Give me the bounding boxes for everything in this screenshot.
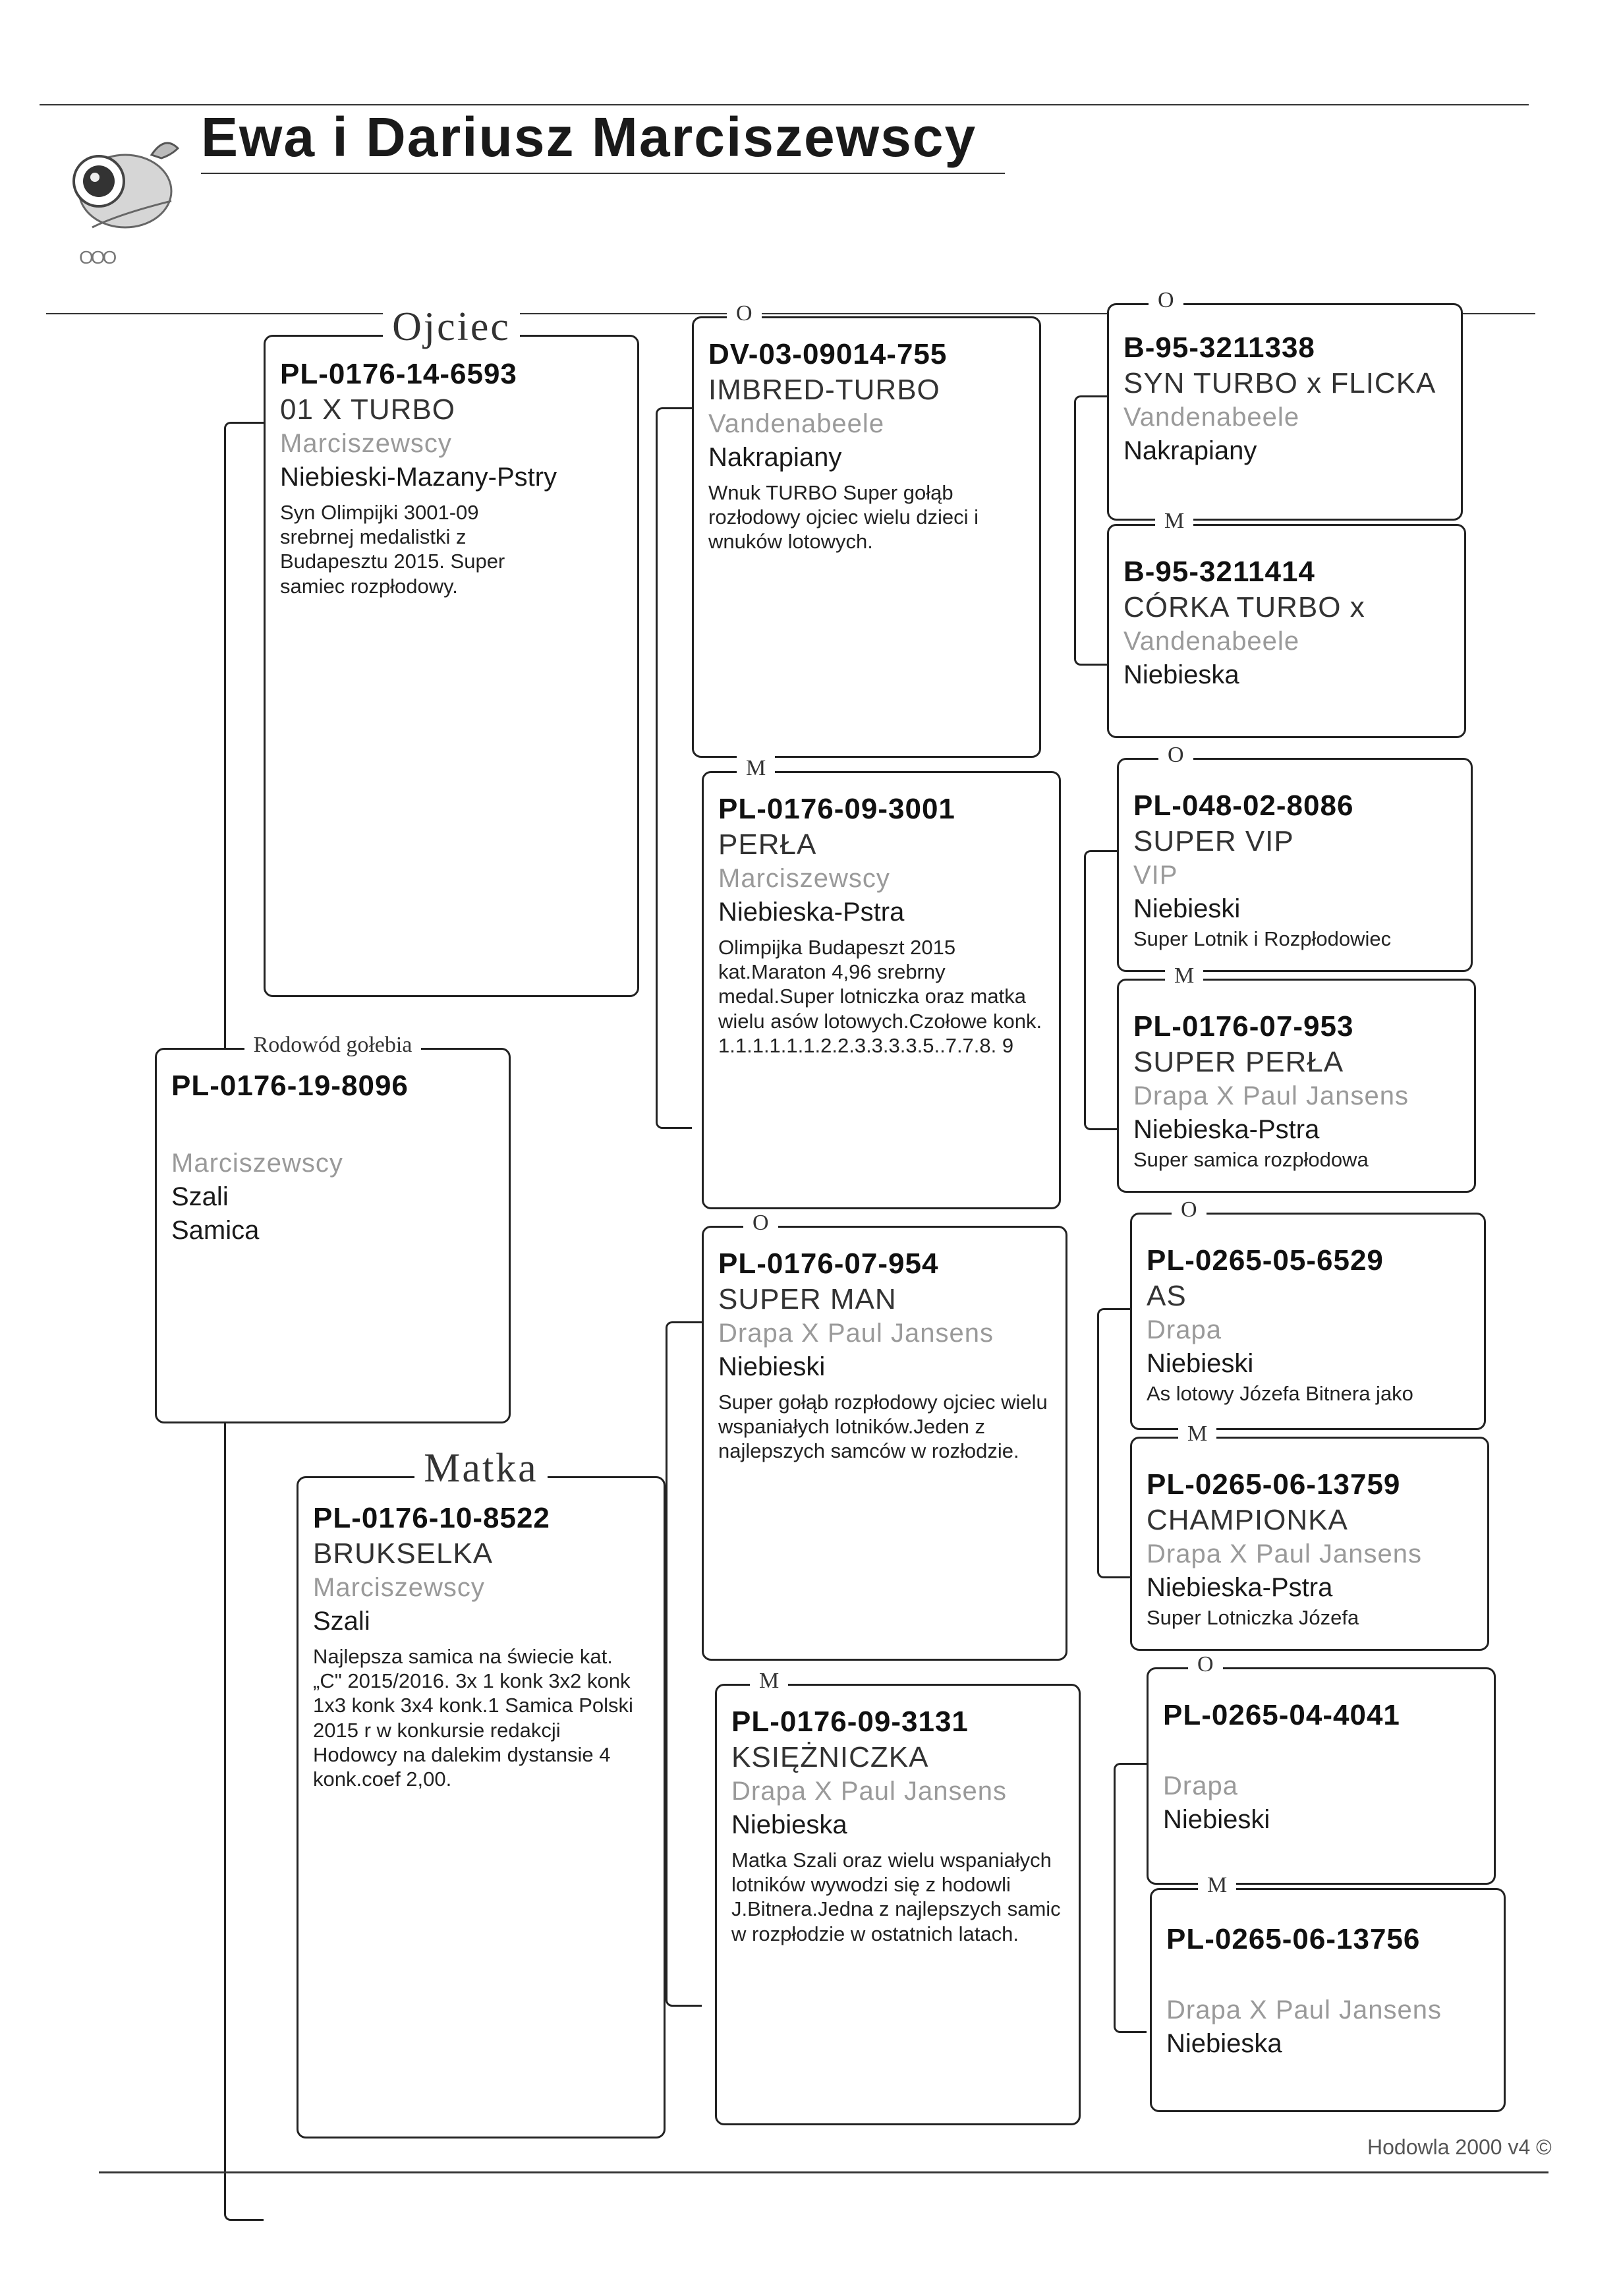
fmf-ring: PL-048-02-8086 [1133,789,1354,822]
fm-breeder: Marciszewscy [718,864,890,893]
ffm-color: Niebieska [1123,660,1239,689]
fmm-breeder: Drapa X Paul Jansens [1133,1081,1409,1110]
connector-fm [1084,850,1117,1130]
fmf-tag: O [1158,743,1193,767]
father-color: Niebieski-Mazany-Pstry [280,463,557,492]
footer-credit: Hodowla 2000 v4 © [1367,2135,1552,2159]
fmm-name: SUPER PERŁA [1133,1046,1344,1078]
mmm-ring: PL-0265-06-13756 [1166,1923,1421,1955]
mother-breeder: Marciszewscy [313,1573,485,1602]
mother-name: BRUKSELKA [313,1537,494,1570]
mmf-breeder: Drapa [1163,1771,1238,1800]
fmf-breeder: VIP [1133,861,1178,890]
fmm-desc: Super samica rozpłodowa [1133,1148,1369,1171]
ff-name: IMBRED-TURBO [708,374,940,406]
father-name: 01 X TURBO [280,393,455,426]
fmf-desc: Super Lotnik i Rozpłodowiec [1133,927,1392,950]
fm-color: Niebieska-Pstra [718,898,905,927]
footer-rule [99,2171,1548,2173]
mmm-card[interactable] [1150,1873,1506,2112]
mf-tag: O [743,1211,778,1235]
fmf-name: SUPER VIP [1133,825,1294,857]
fmm-ring: PL-0176-07-953 [1133,1010,1354,1043]
subject-ring: PL-0176-19-8096 [171,1070,409,1102]
mff-breeder: Drapa [1147,1315,1222,1344]
mfm-ring: PL-0265-06-13759 [1147,1468,1401,1501]
fff-color: Nakrapiany [1123,436,1257,465]
fm-card[interactable] [702,756,1061,1209]
mm-tag: M [750,1669,788,1693]
mf-card[interactable] [702,1211,1067,1661]
fff-name: SYN TURBO x FLICKA [1123,367,1436,399]
subject-card[interactable] [155,1033,511,1423]
connector-ff [1074,395,1107,666]
ff-breeder: Vandenabeele [708,409,885,438]
fff-breeder: Vandenabeele [1123,403,1300,432]
ffm-tag: M [1155,509,1193,533]
fmm-color: Niebieska-Pstra [1133,1115,1320,1144]
ffm-breeder: Vandenabeele [1123,627,1300,656]
mmm-breeder: Drapa X Paul Jansens [1166,1995,1442,2024]
mff-tag: O [1172,1197,1207,1222]
subject-color: Szali [171,1182,229,1211]
mff-desc: As lotowy Józefa Bitnera jako [1147,1382,1413,1405]
mmf-card[interactable] [1147,1652,1496,1885]
connector-father [656,407,692,1129]
mother-ring: PL-0176-10-8522 [313,1502,550,1534]
fff-tag: O [1149,288,1183,312]
fmf-card[interactable] [1117,743,1473,972]
title-underline [201,173,1005,174]
fmm-tag: M [1165,963,1203,988]
logo [53,129,185,273]
mm-card[interactable] [715,1669,1081,2125]
mff-ring: PL-0265-05-6529 [1147,1244,1384,1277]
fff-ring: B-95-3211338 [1123,331,1315,364]
ff-tag: O [727,301,762,326]
father-breeder: Marciszewscy [280,429,452,458]
subject-sex: Samica [171,1216,260,1245]
mfm-desc: Super Lotniczka Józefa [1147,1606,1359,1629]
logo-rings-text: OOO [79,247,115,268]
mf-breeder: Drapa X Paul Jansens [718,1319,994,1348]
father-card[interactable] [264,304,639,997]
ff-card[interactable] [692,301,1041,758]
mmf-name [1163,1735,1485,1769]
mmm-name [1166,1959,1494,1993]
ff-ring: DV-03-09014-755 [708,338,948,370]
fff-card[interactable] [1107,288,1463,521]
fmm-card[interactable] [1117,963,1476,1193]
pigeon-logo-icon [53,129,185,260]
mf-name: SUPER MAN [718,1283,897,1315]
mff-name: AS [1147,1280,1187,1312]
mmf-tag: O [1188,1652,1223,1677]
mfm-breeder: Drapa X Paul Jansens [1147,1539,1423,1568]
mmm-tag: M [1198,1873,1236,1897]
mother-color: Szali [313,1607,370,1636]
connector-mf [1097,1308,1130,1578]
subject-tag: Rodowód gołebia [244,1033,422,1057]
fm-desc: Olimpijka Budapeszt 2015 kat.Maraton 4,96 srebrny medal.Super lotniczka oraz matka wielu asów lotowych.Czołowe konk. 1.1.1.1.1.1.2.2.3.3.3.3.5..7.7.8. 9 [718,936,1042,1057]
fm-ring: PL-0176-09-3001 [718,793,955,825]
mother-desc: Najlepsza samica na świecie kat. „C" 2015/2016. 3x 1 konk 3x2 konk 1x3 konk 3x4 konk.1 Samica Polski 2015 r w konkursie redakcji Hodowcy na dalekim dystansie 4 konk.coef 2,00. [313,1645,633,1791]
mmm-color: Niebieska [1166,2029,1282,2058]
fm-name: PERŁA [718,828,817,861]
mfm-color: Niebieska-Pstra [1147,1573,1333,1602]
mf-ring: PL-0176-07-954 [718,1248,939,1280]
mm-breeder: Drapa X Paul Jansens [731,1777,1008,1806]
father-tag: Ojciec [383,304,520,349]
mff-color: Niebieski [1147,1349,1254,1378]
mfm-name: CHAMPIONKA [1147,1504,1348,1536]
father-ring: PL-0176-14-6593 [280,358,517,390]
mmf-ring: PL-0265-04-4041 [1163,1699,1400,1731]
ffm-card[interactable] [1107,509,1466,738]
mother-tag: Matka [414,1446,547,1491]
mother-card[interactable] [297,1446,666,2138]
fm-tag: M [737,756,775,780]
father-desc: Syn Olimpijki 3001-09 srebrnej medalistki z Budapesztu 2015. Super samiec rozpłodowy. [280,501,505,598]
ff-desc: Wnuk TURBO Super gołąb rozłodowy ojciec wielu dzieci i wnuków lotowych. [708,481,979,554]
ff-color: Nakrapiany [708,443,842,472]
mfm-card[interactable] [1130,1421,1489,1651]
connector-mm [1114,1763,1147,2033]
mff-card[interactable] [1130,1197,1486,1430]
ffm-name: CÓRKA TURBO x [1123,591,1365,623]
subject-breeder: Marciszewscy [171,1149,343,1178]
fmf-color: Niebieski [1133,894,1241,923]
connector-mother [666,1321,702,2007]
mfm-tag: M [1178,1421,1216,1446]
mmf-color: Niebieski [1163,1805,1270,1834]
mf-desc: Super gołąb rozpłodowy ojciec wielu wspaniałych lotników.Jeden z najlepszych samców w rozłodzie. [718,1391,1048,1463]
mm-ring: PL-0176-09-3131 [731,1706,969,1738]
mm-color: Niebieska [731,1810,847,1839]
owner-title: Ewa i Dariusz Marciszewscy [201,106,977,168]
mm-name: KSIĘŻNICZKA [731,1741,929,1773]
mf-color: Niebieski [718,1352,826,1381]
mm-desc: Matka Szali oraz wielu wspaniałych lotników wywodzi się z hodowli J.Bitnera.Jedna z najlepszych samic w rozpłodzie w ostatnich latach. [731,1849,1061,1945]
ffm-ring: B-95-3211414 [1123,556,1315,588]
